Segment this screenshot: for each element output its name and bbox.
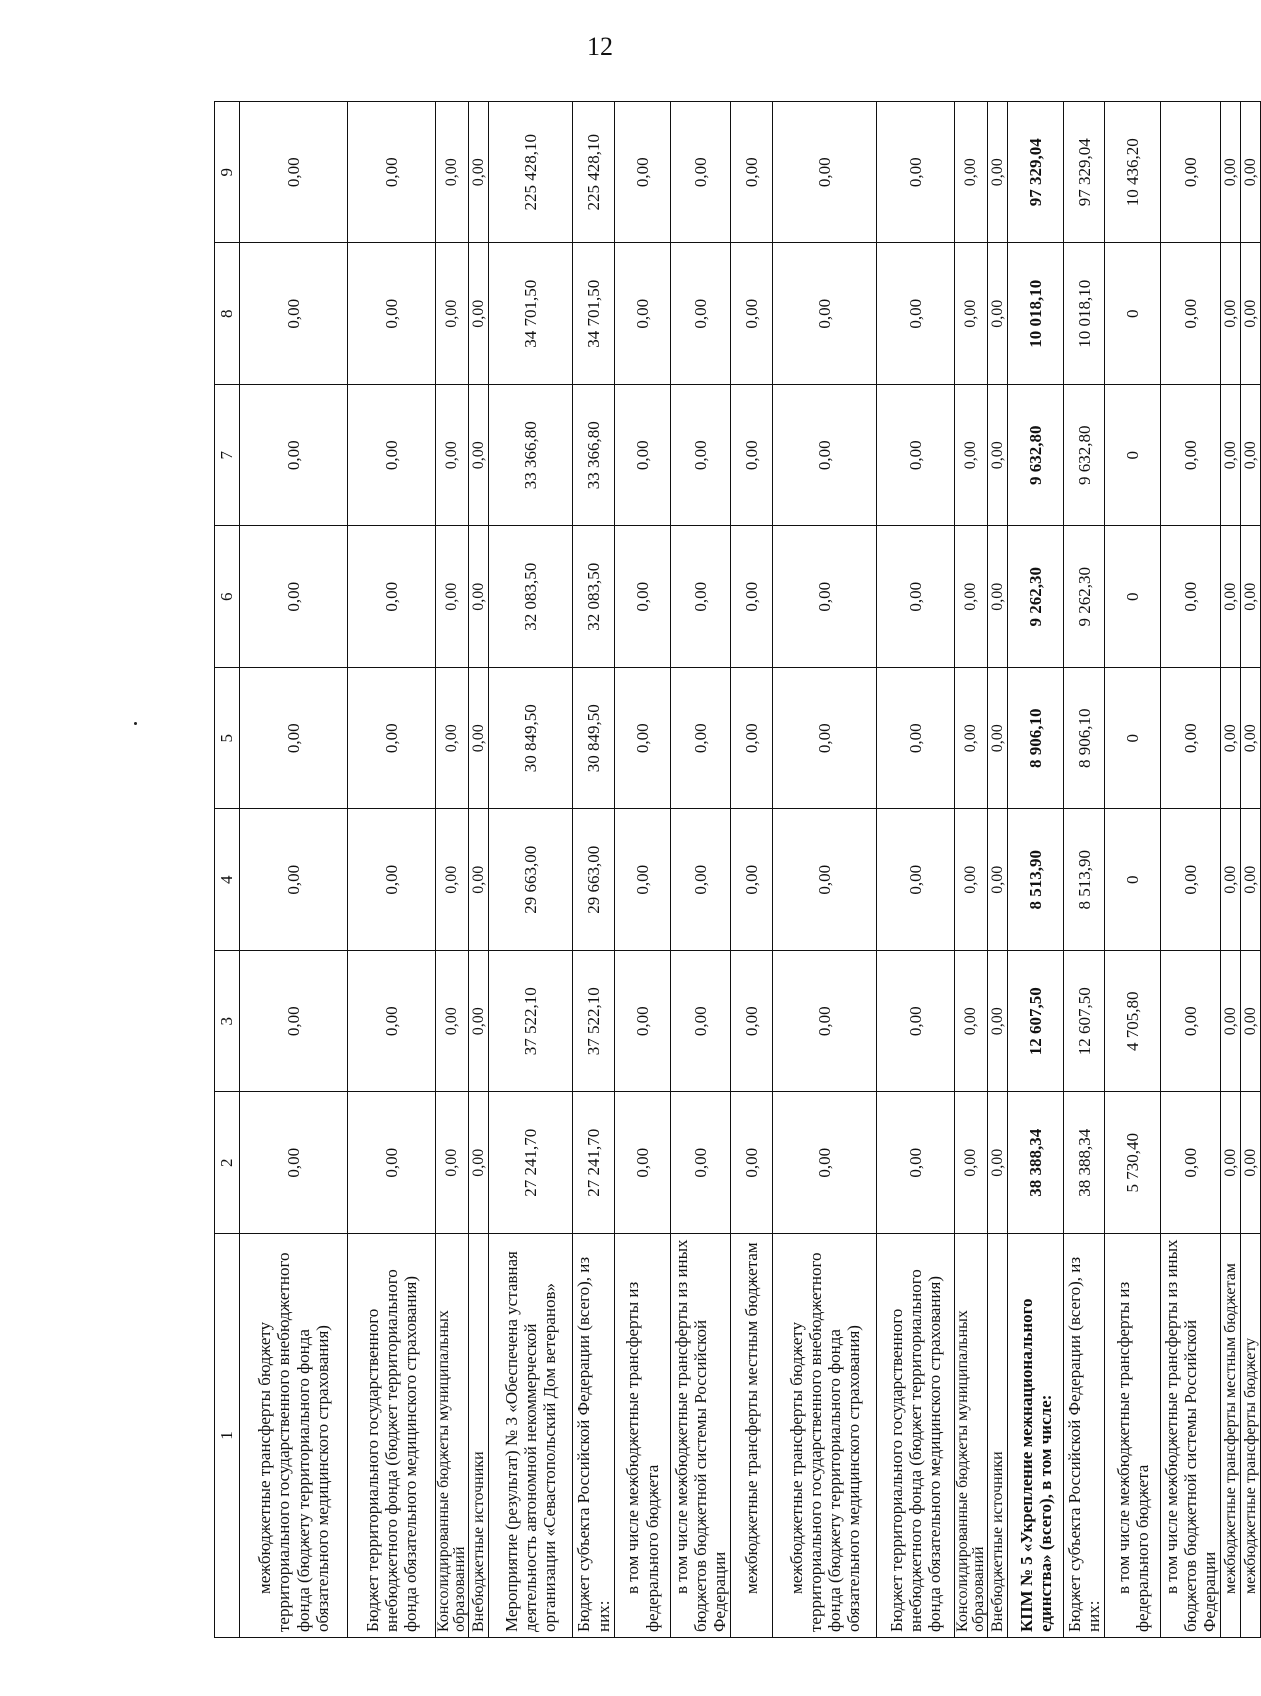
table-row [1241, 102, 1261, 1638]
value-cell: 0,00 [877, 1092, 955, 1234]
value-cell: 12 607,50 [1008, 951, 1064, 1093]
value-cell: 0 [1105, 243, 1161, 385]
row-label: Внебюджетные источники [988, 1234, 1008, 1638]
value-cell: 32 083,50 [489, 526, 573, 668]
budget-table [214, 101, 1261, 1638]
value-cell: 8 513,90 [1008, 809, 1064, 951]
row-label: КПМ № 5 «Укрепление межнационального единства» (всего), в том числе: [1008, 1234, 1064, 1638]
value-cell: 0,00 [1241, 102, 1261, 244]
value-cell: 0,00 [436, 102, 469, 244]
value-cell: 0,00 [1241, 951, 1261, 1093]
value-cell: 9 262,30 [1008, 526, 1064, 668]
value-cell: 0,00 [348, 951, 436, 1093]
column-number: 9 [215, 102, 240, 244]
row-label: Внебюджетные источники [469, 1234, 489, 1638]
table-row [348, 102, 436, 1638]
value-cell: 0,00 [1241, 243, 1261, 385]
value-cell: 0,00 [1161, 243, 1221, 385]
table-row [988, 102, 1008, 1638]
value-cell: 0,00 [469, 243, 489, 385]
value-cell: 33 366,80 [573, 385, 615, 527]
value-cell: 0,00 [1241, 526, 1261, 668]
value-cell: 0,00 [731, 102, 773, 244]
row-label: в том числе межбюджетные трансферты из иных бюджетов бюджетной системы Российской Федерации [1161, 1234, 1221, 1638]
value-cell: 0,00 [240, 951, 348, 1093]
value-cell: 0,00 [955, 526, 988, 668]
column-number: 7 [215, 385, 240, 527]
row-label: межбюджетные трансферты местным бюджетам [731, 1234, 773, 1638]
table-row [671, 102, 731, 1638]
value-cell: 29 663,00 [573, 809, 615, 951]
value-cell: 0,00 [1221, 1092, 1241, 1234]
value-cell: 0,00 [469, 385, 489, 527]
value-cell: 0,00 [1221, 102, 1241, 244]
value-cell: 0,00 [615, 809, 671, 951]
value-cell: 0,00 [240, 526, 348, 668]
value-cell: 0,00 [671, 526, 731, 668]
value-cell: 0,00 [671, 951, 731, 1093]
value-cell: 0,00 [731, 1092, 773, 1234]
value-cell: 34 701,50 [489, 243, 573, 385]
value-cell: 37 522,10 [489, 951, 573, 1093]
value-cell: 0,00 [773, 1092, 877, 1234]
value-cell: 0,00 [1161, 385, 1221, 527]
value-cell: 0,00 [988, 1092, 1008, 1234]
value-cell: 0,00 [671, 385, 731, 527]
value-cell: 0,00 [1161, 1092, 1221, 1234]
value-cell: 0,00 [469, 809, 489, 951]
value-cell: 0,00 [1161, 809, 1221, 951]
table-row [731, 102, 773, 1638]
value-cell: 0,00 [988, 102, 1008, 244]
value-cell: 0,00 [877, 809, 955, 951]
value-cell: 0,00 [469, 526, 489, 668]
value-cell: 0,00 [955, 102, 988, 244]
value-cell: 0,00 [615, 951, 671, 1093]
column-number: 4 [215, 809, 240, 951]
value-cell: 30 849,50 [489, 668, 573, 810]
value-cell: 38 388,34 [1064, 1092, 1105, 1234]
value-cell: 0,00 [436, 951, 469, 1093]
value-cell: 0,00 [348, 1092, 436, 1234]
value-cell: 0,00 [348, 385, 436, 527]
value-cell: 32 083,50 [573, 526, 615, 668]
value-cell: 0,00 [615, 668, 671, 810]
value-cell: 0,00 [240, 243, 348, 385]
value-cell: 0,00 [469, 102, 489, 244]
row-label: межбюджетные трансферты бюджету [1241, 1234, 1261, 1638]
value-cell: 0,00 [955, 1092, 988, 1234]
value-cell: 0,00 [240, 668, 348, 810]
value-cell: 27 241,70 [573, 1092, 615, 1234]
column-number: 1 [215, 1234, 240, 1638]
column-number-row [215, 102, 240, 1638]
value-cell: 0,00 [469, 668, 489, 810]
value-cell: 0,00 [348, 668, 436, 810]
value-cell: 9 632,80 [1064, 385, 1105, 527]
table-row [573, 102, 615, 1638]
value-cell: 10 018,10 [1064, 243, 1105, 385]
value-cell: 97 329,04 [1008, 102, 1064, 244]
value-cell: 0,00 [1221, 243, 1241, 385]
value-cell: 225 428,10 [573, 102, 615, 244]
column-number: 5 [215, 668, 240, 810]
row-label: в том числе межбюджетные трансферты из иных бюджетов бюджетной системы Российской Федерации [671, 1234, 731, 1638]
table-row [877, 102, 955, 1638]
row-label: межбюджетные трансферты бюджету территориального государственного внебюджетного фонда (бюджету территориального фонда обязательного медицинского страхования) [773, 1234, 877, 1638]
value-cell: 0,00 [773, 385, 877, 527]
row-label: Бюджет субъекта Российской Федерации (всего), из них: [1064, 1234, 1105, 1638]
table-row [1008, 102, 1064, 1638]
value-cell: 225 428,10 [489, 102, 573, 244]
value-cell: 0,00 [348, 809, 436, 951]
value-cell: 0,00 [955, 243, 988, 385]
value-cell: 0,00 [436, 385, 469, 527]
value-cell: 9 632,80 [1008, 385, 1064, 527]
value-cell: 0,00 [348, 526, 436, 668]
value-cell: 0,00 [1241, 385, 1261, 527]
value-cell: 0,00 [731, 385, 773, 527]
value-cell: 37 522,10 [573, 951, 615, 1093]
value-cell: 0,00 [469, 1092, 489, 1234]
value-cell: 0,00 [1221, 951, 1241, 1093]
table-row [240, 102, 348, 1638]
row-label: в том числе межбюджетные трансферты из федерального бюджета [1105, 1234, 1161, 1638]
row-label: Консолидированные бюджеты муниципальных образований [955, 1234, 988, 1638]
column-number: 3 [215, 951, 240, 1093]
value-cell: 0,00 [731, 668, 773, 810]
value-cell: 0 [1105, 809, 1161, 951]
column-number: 6 [215, 526, 240, 668]
value-cell: 0,00 [671, 102, 731, 244]
value-cell: 0,00 [773, 668, 877, 810]
value-cell: 27 241,70 [489, 1092, 573, 1234]
row-label: межбюджетные трансферты местным бюджетам [1221, 1234, 1241, 1638]
value-cell: 0,00 [988, 951, 1008, 1093]
value-cell: 0,00 [615, 526, 671, 668]
table-row [469, 102, 489, 1638]
value-cell: 34 701,50 [573, 243, 615, 385]
value-cell: 0,00 [773, 951, 877, 1093]
column-number: 8 [215, 243, 240, 385]
value-cell: 0,00 [671, 1092, 731, 1234]
value-cell: 0,00 [1161, 951, 1221, 1093]
value-cell: 0,00 [348, 102, 436, 244]
value-cell: 0,00 [877, 951, 955, 1093]
value-cell: 97 329,04 [1064, 102, 1105, 244]
value-cell: 0,00 [240, 102, 348, 244]
value-cell: 30 849,50 [573, 668, 615, 810]
value-cell: 0,00 [955, 668, 988, 810]
value-cell: 0,00 [955, 951, 988, 1093]
table-row [773, 102, 877, 1638]
value-cell: 0,00 [1161, 526, 1221, 668]
value-cell: 0,00 [877, 385, 955, 527]
value-cell: 0,00 [773, 526, 877, 668]
value-cell: 0,00 [1241, 809, 1261, 951]
value-cell: 0,00 [469, 951, 489, 1093]
value-cell: 0,00 [436, 809, 469, 951]
page-number: 12 [587, 32, 613, 61]
value-cell: 0,00 [955, 385, 988, 527]
value-cell: 0,00 [436, 243, 469, 385]
row-label: Бюджет территориального государственного внебюджетного фонда (бюджет территориального фонда обязательного медицинского страхования) [348, 1234, 436, 1638]
table-row [1221, 102, 1241, 1638]
value-cell: 0,00 [877, 243, 955, 385]
value-cell: 12 607,50 [1064, 951, 1105, 1093]
budget-table-frame [214, 102, 1259, 1638]
value-cell: 0,00 [615, 1092, 671, 1234]
table-row [955, 102, 988, 1638]
value-cell: 0,00 [615, 102, 671, 244]
row-label: в том числе межбюджетные трансферты из федерального бюджета [615, 1234, 671, 1638]
value-cell: 0,00 [671, 809, 731, 951]
value-cell: 0,00 [773, 243, 877, 385]
value-cell: 0,00 [988, 526, 1008, 668]
value-cell: 0,00 [877, 668, 955, 810]
value-cell: 4 705,80 [1105, 951, 1161, 1093]
row-label: Бюджет субъекта Российской Федерации (всего), из них: [573, 1234, 615, 1638]
value-cell: 0,00 [1161, 668, 1221, 810]
value-cell: 0,00 [988, 243, 1008, 385]
value-cell: 0,00 [1221, 809, 1241, 951]
value-cell: 0,00 [1241, 668, 1261, 810]
value-cell: 0,00 [731, 526, 773, 668]
value-cell: 0,00 [436, 1092, 469, 1234]
value-cell: 0,00 [773, 102, 877, 244]
table-row [615, 102, 671, 1638]
value-cell: 8 906,10 [1064, 668, 1105, 810]
scan-speck [134, 722, 137, 725]
value-cell: 9 262,30 [1064, 526, 1105, 668]
value-cell: 0,00 [240, 1092, 348, 1234]
value-cell: 0,00 [671, 668, 731, 810]
value-cell: 0,00 [1161, 102, 1221, 244]
value-cell: 0,00 [1241, 1092, 1261, 1234]
row-label: межбюджетные трансферты бюджету территориального государственного внебюджетного фонда (бюджету территориального фонда обязательного медицинского страхования) [240, 1234, 348, 1638]
value-cell: 0,00 [240, 385, 348, 527]
value-cell: 0,00 [731, 809, 773, 951]
table-row [1161, 102, 1221, 1638]
value-cell: 0,00 [988, 809, 1008, 951]
table-row [489, 102, 573, 1638]
value-cell: 0,00 [988, 668, 1008, 810]
value-cell: 0,00 [436, 668, 469, 810]
value-cell: 0,00 [1221, 668, 1241, 810]
value-cell: 0,00 [955, 809, 988, 951]
value-cell: 33 366,80 [489, 385, 573, 527]
value-cell: 0,00 [773, 809, 877, 951]
value-cell: 0,00 [615, 243, 671, 385]
value-cell: 29 663,00 [489, 809, 573, 951]
value-cell: 5 730,40 [1105, 1092, 1161, 1234]
value-cell: 0,00 [1221, 526, 1241, 668]
value-cell: 0,00 [348, 243, 436, 385]
value-cell: 10 018,10 [1008, 243, 1064, 385]
table-row [436, 102, 469, 1638]
column-number: 2 [215, 1092, 240, 1234]
table-row [1064, 102, 1105, 1638]
value-cell: 0,00 [877, 102, 955, 244]
value-cell: 0,00 [731, 243, 773, 385]
value-cell: 38 388,34 [1008, 1092, 1064, 1234]
row-label: Консолидированные бюджеты муниципальных образований [436, 1234, 469, 1638]
row-label: Мероприятие (результат) № 3 «Обеспечена уставная деятельность автономной некоммерческой организации «Севастопольский Дом ветеранов» [489, 1234, 573, 1638]
value-cell: 0,00 [877, 526, 955, 668]
value-cell: 0,00 [615, 385, 671, 527]
value-cell: 8 513,90 [1064, 809, 1105, 951]
value-cell: 0,00 [988, 385, 1008, 527]
value-cell: 0 [1105, 385, 1161, 527]
value-cell: 10 436,20 [1105, 102, 1161, 244]
value-cell: 0,00 [240, 809, 348, 951]
value-cell: 0,00 [1221, 385, 1241, 527]
value-cell: 0,00 [671, 243, 731, 385]
row-label: Бюджет территориального государственного внебюджетного фонда (бюджет территориального фонда обязательного медицинского страхования) [877, 1234, 955, 1638]
value-cell: 8 906,10 [1008, 668, 1064, 810]
value-cell: 0 [1105, 526, 1161, 668]
value-cell: 0,00 [731, 951, 773, 1093]
table-row [1105, 102, 1161, 1638]
value-cell: 0,00 [436, 526, 469, 668]
value-cell: 0 [1105, 668, 1161, 810]
